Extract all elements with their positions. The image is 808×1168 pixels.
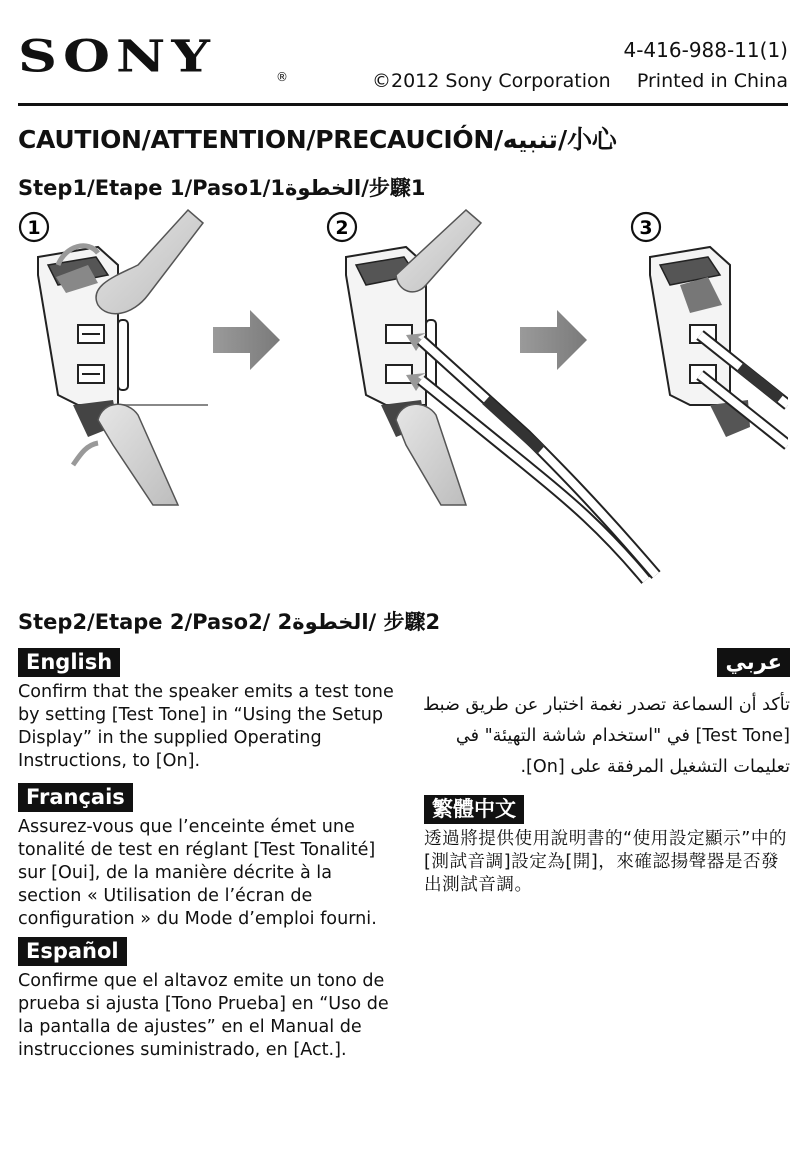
step-number-3: 3 xyxy=(639,217,653,239)
registered-mark: ® xyxy=(276,70,288,84)
finger-bottom xyxy=(98,404,178,505)
step-number-2: 2 xyxy=(335,217,349,239)
rotate-arrow-down xyxy=(73,443,98,465)
language-label-french: Français xyxy=(18,783,133,812)
sony-logo: SONY xyxy=(18,29,216,83)
header-divider xyxy=(18,103,788,106)
step-number-badge xyxy=(20,213,48,241)
step-number-badge xyxy=(632,213,660,241)
spanish-instructions: Confirme que el altavoz emite un tono de prueba si ajusta [Tono Prueba] en “Uso de la pantalla de ajustes” en el Manual de instrucciones suministrado, en [Act.]. xyxy=(18,971,389,1060)
speaker-terminal-illustration xyxy=(18,205,788,585)
caution-heading: CAUTION/ATTENTION/PRECAUCIÓN/تنبيه/小心 xyxy=(18,125,617,154)
arabic-instructions: تأكد أن السماعة تصدر نغمة اختبار عن طريق ضبط [Test Tone] في "استخدام شاشة التهيئة" في تعليمات التشغيل المرفقة على [On]. xyxy=(422,695,790,777)
finger-bottom xyxy=(396,404,466,505)
copyright-text: ©2012 Sony Corporation xyxy=(372,70,611,92)
step1-heading: Step1/Etape 1/Paso1/1الخطوة/步驟1 xyxy=(18,176,426,200)
language-label-english: English xyxy=(18,648,120,677)
step-arrow-2 xyxy=(520,310,587,370)
speaker-cable xyxy=(421,340,656,580)
printed-in-text: Printed in China xyxy=(636,70,788,92)
language-label-chinese: 繁體中文 xyxy=(424,795,524,824)
french-instructions: Assurez-vous que l’enceinte émet une tonalité de test en réglant [Test Tonalité] sur [Oui], de la manière décrite à la section « Utilisation de l’écran de configuration » du Mode d’emploi fourni. xyxy=(18,817,377,929)
step-number-badge xyxy=(328,213,356,241)
panel-2 xyxy=(328,210,656,580)
step-number-1: 1 xyxy=(27,217,41,239)
part-number: 4-416-988-11(1) xyxy=(623,38,788,62)
panel-1 xyxy=(20,210,208,505)
language-label-spanish: Español xyxy=(18,937,127,966)
step-arrow-1 xyxy=(213,310,280,370)
panel-3 xyxy=(632,213,788,445)
english-instructions: Confirm that the speaker emits a test tone by setting [Test Tone] in “Using the Setup Display” in the supplied Operating Instructions, to [On]. xyxy=(18,682,394,771)
step2-heading: Step2/Etape 2/Paso2/ 2الخطوة/ 步驟2 xyxy=(18,610,441,634)
language-label-arabic: عربي xyxy=(717,648,790,677)
chinese-instructions: 透過將提供使用說明書的“使用設定顯示”中的[測試音調]設定為[開]，來確認揚聲器是否發出測試音調。 xyxy=(424,829,788,895)
